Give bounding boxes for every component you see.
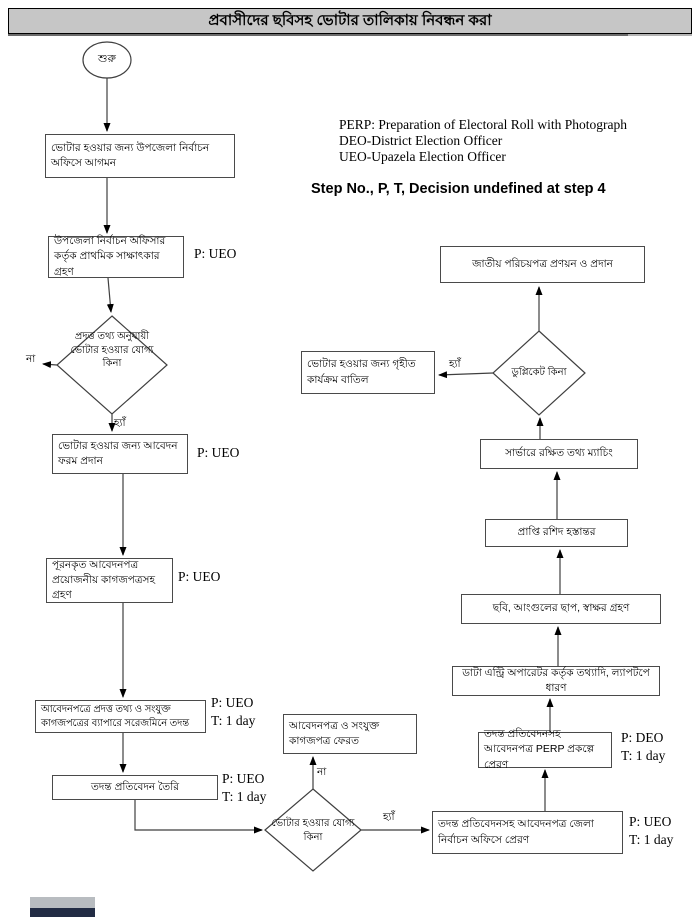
node-arrive-text: ভোটার হওয়ার জন্য উপজেলা নির্বাচন অফিসে আগমন xyxy=(51,141,210,169)
decision3-yes-label: হ্যাঁ xyxy=(449,358,461,370)
legend xyxy=(339,117,627,165)
annot-send-perp-t: T: 1 day xyxy=(621,748,666,764)
node-receipt-text: প্রাপ্তি রশিদ হস্তান্তর xyxy=(517,526,596,539)
annot-inspect-t: T: 1 day xyxy=(211,713,256,729)
annot-send-district-t: T: 1 day xyxy=(629,832,674,848)
node-report xyxy=(52,775,218,800)
node-send-district-text: তদন্ত প্রতিবেদনসহ আবেদনপত্র জেলা নির্বাচন অফিসে প্রেরণ xyxy=(438,818,594,846)
decision1-text: প্রদত্ত তথ্য অনুযায়ী ভোটার হওয়ার যোগ্য কিনা xyxy=(70,331,154,369)
annot-send-perp-p: P: DEO xyxy=(621,730,664,745)
annot-send-district-p: P: UEO xyxy=(629,814,672,829)
node-interview-text: উপজেলা নির্বাচন অফিসার কর্তৃক প্রাথমিক সাক্ষাৎকার গ্রহণ xyxy=(54,235,166,278)
title-underline xyxy=(8,34,628,36)
node-report-text: তদন্ত প্রতিবেদন তৈরি xyxy=(91,780,179,793)
page-title-text: প্রবাসীদের ছবিসহ ভোটার তালিকায় নিবন্ধন করা xyxy=(208,11,492,29)
legend-ueo: UEO-Upazela Election Officer xyxy=(339,148,506,164)
node-nid-text: জাতীয় পরিচয়পত্র প্রণয়ন ও প্রদান xyxy=(472,257,613,270)
node-server-match-text: সার্ভারে রক্ষিত তথ্য ম্যাচিং xyxy=(505,447,613,460)
start-label: শুরু xyxy=(98,53,116,65)
node-return-docs-text: আবেদনপত্র ও সংযুক্ত কাগজপত্র ফেরত xyxy=(289,719,380,747)
title-underline-light xyxy=(628,34,692,36)
node-inspect xyxy=(35,700,206,733)
node-nid xyxy=(440,246,645,283)
annot-report xyxy=(222,770,266,806)
decision1-no-label: না xyxy=(26,353,36,365)
node-receive-docs xyxy=(46,558,173,603)
annot-report-p: P: UEO xyxy=(222,771,265,786)
decision2-yes-label: হ্যাঁ xyxy=(383,811,395,823)
page-corner-artifact-bottom xyxy=(30,908,95,917)
node-inspect-text: আবেদনপত্রে প্রদত্ত তথ্য ও সংযুক্ত কাগজপত্রের ব্যাপারে সরেজমিনে তদন্ত xyxy=(41,704,190,729)
annot-send-perp xyxy=(621,729,665,765)
decision2-no-label: না xyxy=(317,766,327,778)
node-data-entry-text: ডাটা এন্ট্রি অপারেটর কর্তৃক তথ্যাদি, ল্যাপটপে ধারণ xyxy=(462,666,650,694)
annot-form: P: UEO xyxy=(197,445,240,460)
node-form xyxy=(52,434,188,474)
node-data-entry xyxy=(452,666,660,696)
annot-report-t: T: 1 day xyxy=(222,789,267,805)
decision2-text: ভোটার হওয়ার যোগ্য কিনা xyxy=(271,818,355,843)
node-biometrics-text: ছবি, আংগুলের ছাপ, স্বাক্ষর গ্রহণ xyxy=(492,602,630,615)
decision3-text: ডুপ্লিকেট কিনা xyxy=(511,367,567,378)
page-title xyxy=(8,8,692,34)
page-corner-artifact-top xyxy=(30,897,95,908)
node-cancel xyxy=(301,351,435,394)
annot-send-district xyxy=(629,813,673,849)
node-send-district xyxy=(432,811,623,854)
node-cancel-text: ভোটার হওয়ার জন্য গৃহীত কার্যক্রম বাতিল xyxy=(307,358,416,386)
arrow-interview-to-decision1 xyxy=(108,278,111,312)
node-send-perp xyxy=(478,728,612,771)
node-biometrics xyxy=(461,594,661,624)
node-interview xyxy=(48,236,184,278)
node-arrive xyxy=(45,134,235,178)
arrow-decision3-yes-cancel xyxy=(439,373,493,375)
legend-deo: DEO-District Election Officer xyxy=(339,132,503,148)
arrow-decision1-no xyxy=(43,364,57,365)
step-note: Step No., P, T, Decision undefined at step 4 xyxy=(311,181,606,197)
annot-inspect xyxy=(211,694,255,730)
annot-receive-docs: P: UEO xyxy=(178,569,221,584)
annot-inspect-p: P: UEO xyxy=(211,695,254,710)
node-receive-docs-text: পূরনকৃত আবেদনপত্র প্রয়োজনীয় কাগজপত্রসহ গ্রহণ xyxy=(52,558,156,602)
legend-perp: PERP: Preparation of Electoral Roll with Photograph xyxy=(339,117,627,132)
annot-interview: P: UEO xyxy=(194,246,237,261)
node-form-text: ভোটার হওয়ার জন্য আবেদন ফরম প্রদান xyxy=(58,439,178,467)
node-send-perp-text: তদন্ত প্রতিবেদনসহ আবেদনপত্র PERP প্রকল্পে প্রেরণ xyxy=(484,728,595,771)
decision1-yes-label: হ্যাঁ xyxy=(114,417,126,429)
node-server-match xyxy=(480,439,638,469)
node-receipt xyxy=(485,519,628,547)
node-return-docs xyxy=(283,714,417,754)
